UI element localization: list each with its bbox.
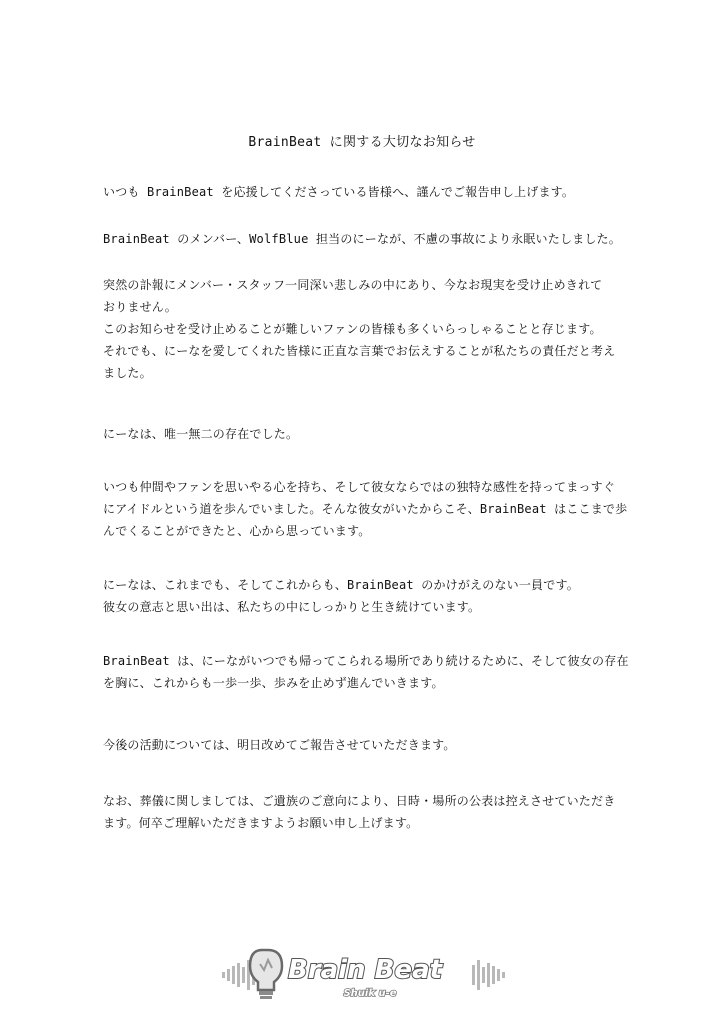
logo-wordmark: Brain Beat	[287, 955, 443, 985]
notice-body	[103, 181, 633, 203]
notice-body	[103, 423, 633, 445]
paragraph-activity: 今後の活動については、明日改めてご報告させていただきます。	[103, 738, 456, 752]
notice-body	[103, 274, 633, 384]
paragraph-funeral: なお、葬儀に関しましては、ご遺族のご意向により、日時・場所の公表は控えさせていただき ます。何卒ご理解いただきますようお願い申し上げます。	[103, 794, 616, 830]
notice-body	[103, 790, 633, 834]
notice-title: BrainBeat に関する大切なお知らせ	[248, 135, 476, 150]
logo-tagline: Shuik u-e	[343, 988, 397, 999]
brainbeat-logo	[220, 938, 510, 1008]
notice-body	[103, 734, 633, 756]
paragraph-grief: 突然の訃報にメンバー・スタッフ一同深い悲しみの中にあり、今なお現実を受け止めきれて おりません。 このお知らせを受け止めることが難しいファンの皆様も多くいらっしゃることと存じます。 それでも、にーなを愛してくれた皆様に正直な言葉でお伝えすることが私たちの責任だと考え ました。	[103, 278, 616, 380]
paragraph-greeting: いつも BrainBeat を応援してくださっている皆様へ、謹んでご報告申し上げます。	[103, 185, 575, 199]
notice-body	[103, 476, 633, 542]
notice-body	[103, 574, 633, 618]
paragraph-member: にーなは、これまでも、そしてこれからも、BrainBeat のかけがえのない一員です。 彼女の意志と思い出は、私たちの中にしっかりと生き続けています。	[103, 578, 579, 614]
paragraph-announcement: BrainBeat のメンバー、WolfBlue 担当のにーなが、不慮の事故により永眠いたしました。	[103, 232, 621, 246]
notice-body	[103, 650, 633, 694]
paragraph-unique: にーなは、唯一無二の存在でした。	[103, 427, 299, 441]
paragraph-future: BrainBeat は、にーながいつでも帰ってこられる場所であり続けるために、そして彼女の存在 を胸に、これからも一歩一歩、歩みを止めず進んでいきます。	[103, 654, 629, 690]
notice-body	[103, 228, 633, 250]
bulb-icon	[250, 950, 282, 999]
paragraph-character: いつも仲間やファンを思いやる心を持ち、そして彼女ならではの独特な感性を持ってまっすぐ にアイドルという道を歩んでいました。そんな彼女がいたからこそ、BrainBeat はここまで歩 んでくることができたと、心から思っています。	[103, 480, 628, 538]
